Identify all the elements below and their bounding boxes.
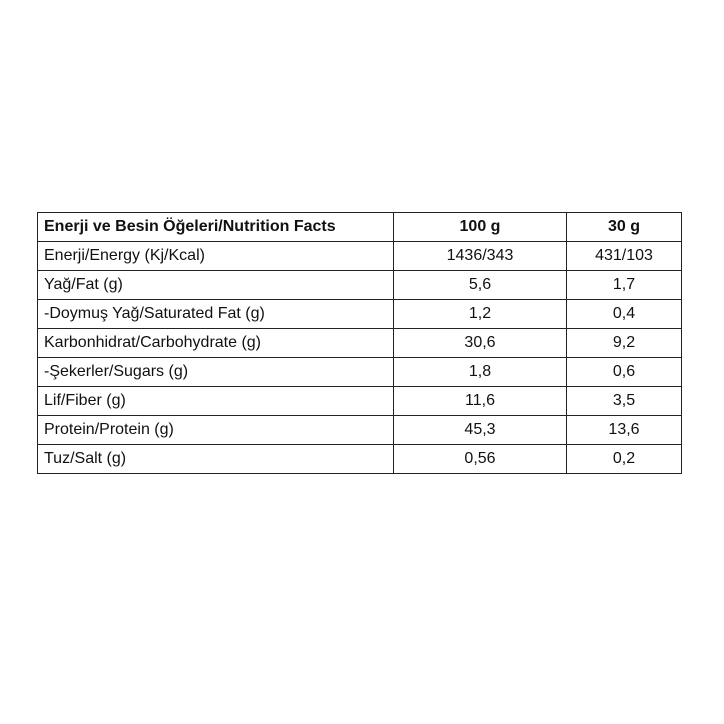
table-row — [38, 329, 682, 358]
row-label: -Şekerler/Sugars (g) — [38, 358, 394, 387]
table-row — [38, 445, 682, 474]
table-header — [38, 213, 682, 242]
row-label: Protein/Protein (g) — [38, 416, 394, 445]
row-value-100g: 11,6 — [394, 387, 567, 416]
row-value-30g: 0,6 — [567, 358, 682, 387]
table-row — [38, 416, 682, 445]
header-nutrient: Enerji ve Besin Öğeleri/Nutrition Facts — [38, 213, 394, 242]
row-value-100g: 1,2 — [394, 300, 567, 329]
row-value-100g: 1436/343 — [394, 242, 567, 271]
header-per-100g: 100 g — [394, 213, 567, 242]
table-row — [38, 300, 682, 329]
table-row — [38, 242, 682, 271]
header-per-30g: 30 g — [567, 213, 682, 242]
row-value-100g: 5,6 — [394, 271, 567, 300]
row-value-100g: 45,3 — [394, 416, 567, 445]
nutrition-facts-table — [37, 212, 682, 474]
table-row — [38, 387, 682, 416]
table-row — [38, 271, 682, 300]
row-label: -Doymuş Yağ/Saturated Fat (g) — [38, 300, 394, 329]
row-value-30g: 1,7 — [567, 271, 682, 300]
header-row — [38, 213, 682, 242]
row-label: Lif/Fiber (g) — [38, 387, 394, 416]
row-value-100g: 1,8 — [394, 358, 567, 387]
row-value-30g: 431/103 — [567, 242, 682, 271]
row-value-100g: 0,56 — [394, 445, 567, 474]
row-label: Karbonhidrat/Carbohydrate (g) — [38, 329, 394, 358]
row-value-30g: 0,2 — [567, 445, 682, 474]
row-label: Yağ/Fat (g) — [38, 271, 394, 300]
row-value-100g: 30,6 — [394, 329, 567, 358]
row-value-30g: 9,2 — [567, 329, 682, 358]
table-row — [38, 358, 682, 387]
row-value-30g: 13,6 — [567, 416, 682, 445]
table-body — [38, 242, 682, 474]
row-value-30g: 3,5 — [567, 387, 682, 416]
row-label: Tuz/Salt (g) — [38, 445, 394, 474]
row-value-30g: 0,4 — [567, 300, 682, 329]
row-label: Enerji/Energy (Kj/Kcal) — [38, 242, 394, 271]
